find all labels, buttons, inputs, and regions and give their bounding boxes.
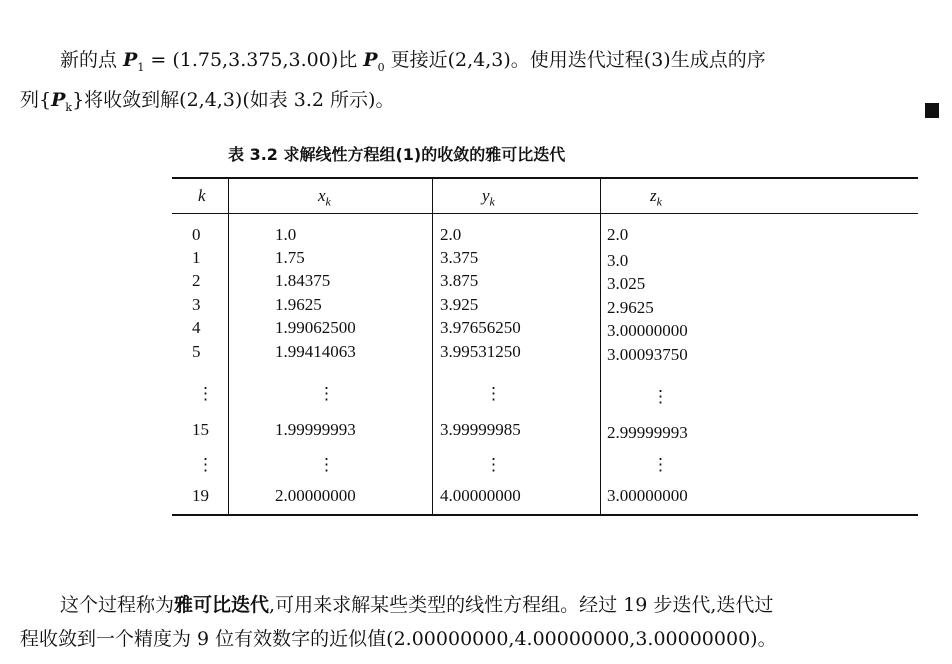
table-cell-y: 3.925 (440, 295, 479, 314)
table-cell-z: ⋮ (652, 455, 669, 474)
header-k: k (198, 186, 206, 205)
table-cell-k: 15 (192, 420, 209, 439)
table-cell-y: 3.99999985 (440, 420, 521, 439)
table-cell-x: 1.99414063 (275, 342, 356, 361)
table-cell-k: 19 (192, 486, 209, 505)
table-header-rule (172, 213, 918, 214)
table-cell-k: ⋮ (197, 455, 214, 474)
text: 新的点 (60, 49, 124, 71)
table-cell-x: 1.99062500 (275, 318, 356, 337)
text: = (1.75,3.375,3.00)比 (144, 49, 364, 71)
header-y (482, 186, 495, 209)
table-cell-y: 3.99531250 (440, 342, 521, 361)
column-divider (228, 178, 229, 515)
table-cell-z: 3.00093750 (607, 345, 688, 364)
column-divider (600, 178, 601, 515)
table-cell-k: 4 (192, 318, 201, 337)
table-cell-z: 3.00000000 (607, 486, 688, 505)
table-cell-z: 2.99999993 (607, 423, 688, 442)
symbol-pk: P (51, 88, 66, 111)
column-divider (432, 178, 433, 515)
text: ,可用来求解某些类型的线性方程组。经过 19 步迭代,迭代过 (269, 594, 774, 616)
table-cell-y: 2.0 (440, 225, 462, 244)
table-cell-k: 1 (192, 248, 201, 267)
end-of-proof-square (925, 103, 939, 118)
subscript: 0 (377, 60, 385, 74)
table-cell-x: 1.75 (275, 248, 305, 267)
text: 这个过程称为 (60, 594, 175, 616)
table-cell-z: ⋮ (652, 387, 669, 406)
table-cell-x: 1.84375 (275, 271, 331, 290)
table-cell-x: 2.00000000 (275, 486, 356, 505)
table-cell-x: 1.0 (275, 225, 297, 244)
table-cell-k: 0 (192, 225, 201, 244)
symbol-p1: P (123, 49, 138, 71)
table-cell-x: ⋮ (318, 455, 335, 474)
header-text: $x_k$ (318, 186, 331, 209)
table-cell-y: 4.00000000 (440, 486, 521, 505)
header-text: $z_k$ (650, 186, 662, 209)
header-z (650, 186, 662, 209)
text: }将收敛到解(2,4,3)(如表 3.2 所示)。 (72, 88, 395, 111)
table-cell-x: 1.9625 (275, 295, 322, 314)
table-top-rule (172, 177, 918, 179)
table-cell-y: 3.375 (440, 248, 479, 267)
term-jacobi-iteration: 雅可比迭代 (174, 594, 270, 616)
table-cell-k: 2 (192, 271, 201, 290)
table-cell-z: 2.9625 (607, 298, 654, 317)
table-cell-y: 3.875 (440, 271, 479, 290)
header-x (318, 186, 331, 209)
table-bottom-rule (172, 514, 918, 516)
table-cell-z: 2.0 (607, 225, 629, 244)
table-cell-z: 3.00000000 (607, 321, 688, 340)
symbol-p0: P (363, 49, 378, 71)
paragraph-conclusion (20, 588, 777, 656)
table-cell-k: ⋮ (197, 384, 214, 403)
table-caption: 表 3.2 求解线性方程组(1)的收敛的雅可比迭代 (228, 145, 566, 164)
table-cell-k: 3 (192, 295, 201, 314)
table-cell-y: 3.97656250 (440, 318, 521, 337)
text: 更接近(2,4,3)。使用迭代过程(3)生成点的序 (384, 49, 766, 71)
text: 程收敛到一个精度为 9 位有效数字的近似值(2.00000000,4.00000000,3.00000000)。 (20, 628, 777, 650)
table-cell-y: ⋮ (485, 455, 502, 474)
table-cell-y: ⋮ (485, 384, 502, 403)
subscript: 1 (137, 60, 145, 74)
table-cell-z: 3.0 (607, 251, 629, 270)
paragraph-intro (20, 44, 766, 124)
table-cell-z: 3.025 (607, 274, 646, 293)
table-cell-x: ⋮ (318, 384, 335, 403)
table-cell-k: 5 (192, 342, 201, 361)
header-text: $y_k$ (482, 186, 495, 209)
table-cell-x: 1.99999993 (275, 420, 356, 439)
subscript: k (65, 100, 73, 114)
text: 列{ (20, 88, 52, 111)
